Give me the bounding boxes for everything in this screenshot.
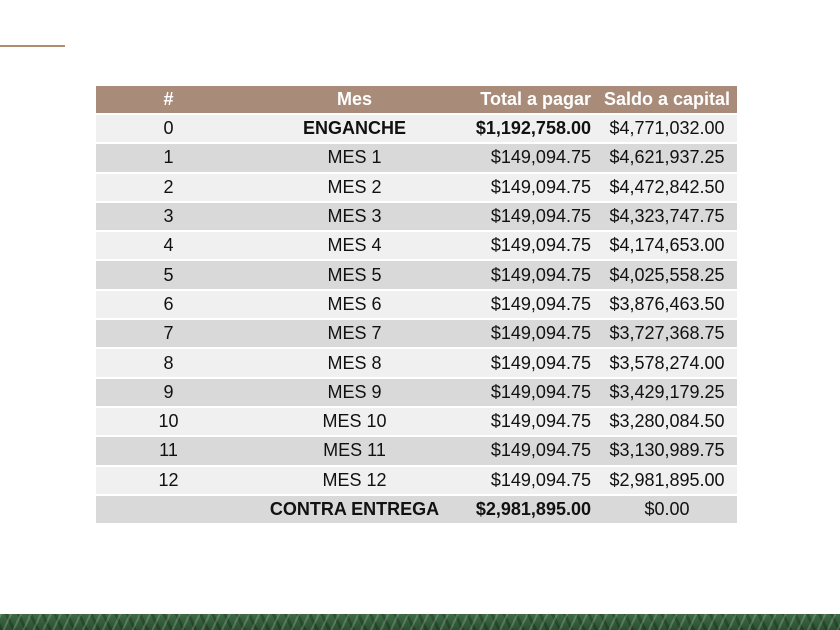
table-row [96,114,737,143]
header-capital-balance: Saldo a capital [597,86,737,114]
row-month: MES 8 [241,348,468,377]
footer-foliage-strip [0,614,840,630]
table-header [96,86,737,114]
row-total: $149,094.75 [468,319,597,348]
row-total: $149,094.75 [468,173,597,202]
row-number: 0 [96,114,241,143]
table-body [96,114,737,523]
row-month: MES 12 [241,466,468,495]
table-row [96,260,737,289]
row-number: 2 [96,173,241,202]
row-total: $149,094.75 [468,348,597,377]
row-total: $149,094.75 [468,202,597,231]
table-row [96,231,737,260]
accent-line [0,45,65,47]
header-month: Mes [241,86,468,114]
row-month: MES 1 [241,143,468,172]
table-row [96,436,737,465]
row-total: $149,094.75 [468,407,597,436]
row-number [96,495,241,523]
row-number: 11 [96,436,241,465]
row-number: 10 [96,407,241,436]
table-row [96,348,737,377]
row-month: MES 10 [241,407,468,436]
row-number: 9 [96,378,241,407]
row-month: MES 2 [241,173,468,202]
row-month: MES 4 [241,231,468,260]
row-total: $149,094.75 [468,466,597,495]
row-total: $149,094.75 [468,143,597,172]
table-row [96,407,737,436]
row-month: ENGANCHE [241,114,468,143]
row-total: $2,981,895.00 [468,495,597,523]
row-number: 1 [96,143,241,172]
row-balance: $4,472,842.50 [597,173,737,202]
row-balance: $3,280,084.50 [597,407,737,436]
row-balance: $3,429,179.25 [597,378,737,407]
row-number: 7 [96,319,241,348]
row-balance: $3,727,368.75 [597,319,737,348]
row-balance: $2,981,895.00 [597,466,737,495]
row-month: MES 11 [241,436,468,465]
row-total: $1,192,758.00 [468,114,597,143]
payment-table [96,86,737,523]
table-row-final [96,495,737,523]
row-balance: $3,876,463.50 [597,290,737,319]
row-month: MES 7 [241,319,468,348]
row-number: 12 [96,466,241,495]
row-number: 5 [96,260,241,289]
row-month: CONTRA ENTREGA [241,495,468,523]
row-total: $149,094.75 [468,231,597,260]
row-month: MES 6 [241,290,468,319]
table-row [96,319,737,348]
table-row [96,466,737,495]
row-balance: $4,323,747.75 [597,202,737,231]
row-balance: $3,130,989.75 [597,436,737,465]
row-number: 4 [96,231,241,260]
row-balance: $4,025,558.25 [597,260,737,289]
row-balance: $0.00 [597,495,737,523]
row-number: 6 [96,290,241,319]
row-total: $149,094.75 [468,260,597,289]
table-row [96,143,737,172]
row-balance: $4,174,653.00 [597,231,737,260]
payment-schedule [96,86,737,523]
row-number: 8 [96,348,241,377]
row-balance: $3,578,274.00 [597,348,737,377]
row-number: 3 [96,202,241,231]
table-row [96,378,737,407]
row-balance: $4,621,937.25 [597,143,737,172]
header-number: # [96,86,241,114]
row-total: $149,094.75 [468,290,597,319]
row-total: $149,094.75 [468,436,597,465]
row-balance: $4,771,032.00 [597,114,737,143]
row-month: MES 5 [241,260,468,289]
row-month: MES 9 [241,378,468,407]
row-total: $149,094.75 [468,378,597,407]
table-row [96,173,737,202]
row-month: MES 3 [241,202,468,231]
header-total-to-pay: Total a pagar [468,86,597,114]
table-row [96,290,737,319]
table-row [96,202,737,231]
